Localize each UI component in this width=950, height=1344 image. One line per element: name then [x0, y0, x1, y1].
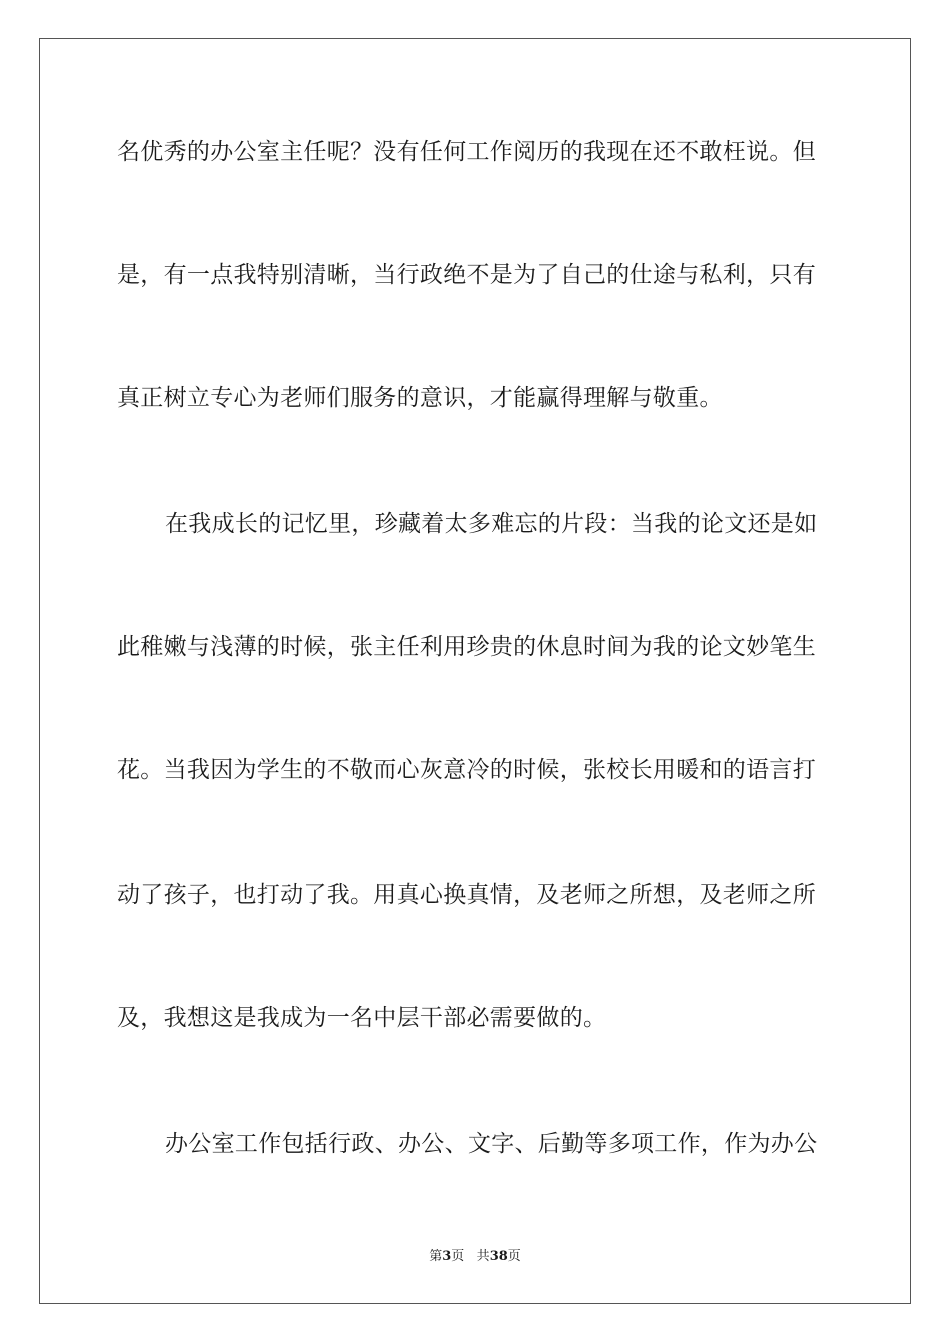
- body-text-line: 名优秀的办公室主任呢？没有任何工作阅历的我现在还不敢枉说。但: [117, 139, 816, 165]
- paragraph-first-line: 在我成长的记忆里，珍藏着太多难忘的片段：当我的论文还是如: [165, 511, 818, 537]
- total-pages: 38: [489, 1249, 508, 1264]
- paragraph-first-line: 办公室工作包括行政、办公、文字、后勤等多项工作，作为办公: [165, 1131, 818, 1157]
- total-label-prefix: 共: [476, 1249, 490, 1264]
- body-text-line: 真正树立专心为老师们服务的意识，才能赢得理解与敬重。: [117, 385, 723, 411]
- page-label-prefix: 第: [429, 1249, 443, 1264]
- total-label-suffix: 页: [507, 1249, 521, 1264]
- page-border: [39, 38, 911, 1304]
- page-number: 3: [442, 1249, 452, 1264]
- body-text-line: 是，有一点我特别清晰，当行政绝不是为了自己的仕途与私利，只有: [117, 262, 816, 288]
- body-text-line: 此稚嫩与浅薄的时候，张主任利用珍贵的休息时间为我的论文妙笔生: [117, 634, 816, 660]
- body-text-line: 花。当我因为学生的不敬而心灰意冷的时候，张校长用暖和的语言打: [117, 757, 816, 783]
- page-footer: [0, 1248, 950, 1266]
- body-text-line: 及，我想这是我成为一名中层干部必需要做的。: [117, 1005, 607, 1031]
- body-text-line: 动了孩子，也打动了我。用真心换真情，及老师之所想，及老师之所: [117, 882, 816, 908]
- page-label-suffix: 页: [451, 1249, 465, 1264]
